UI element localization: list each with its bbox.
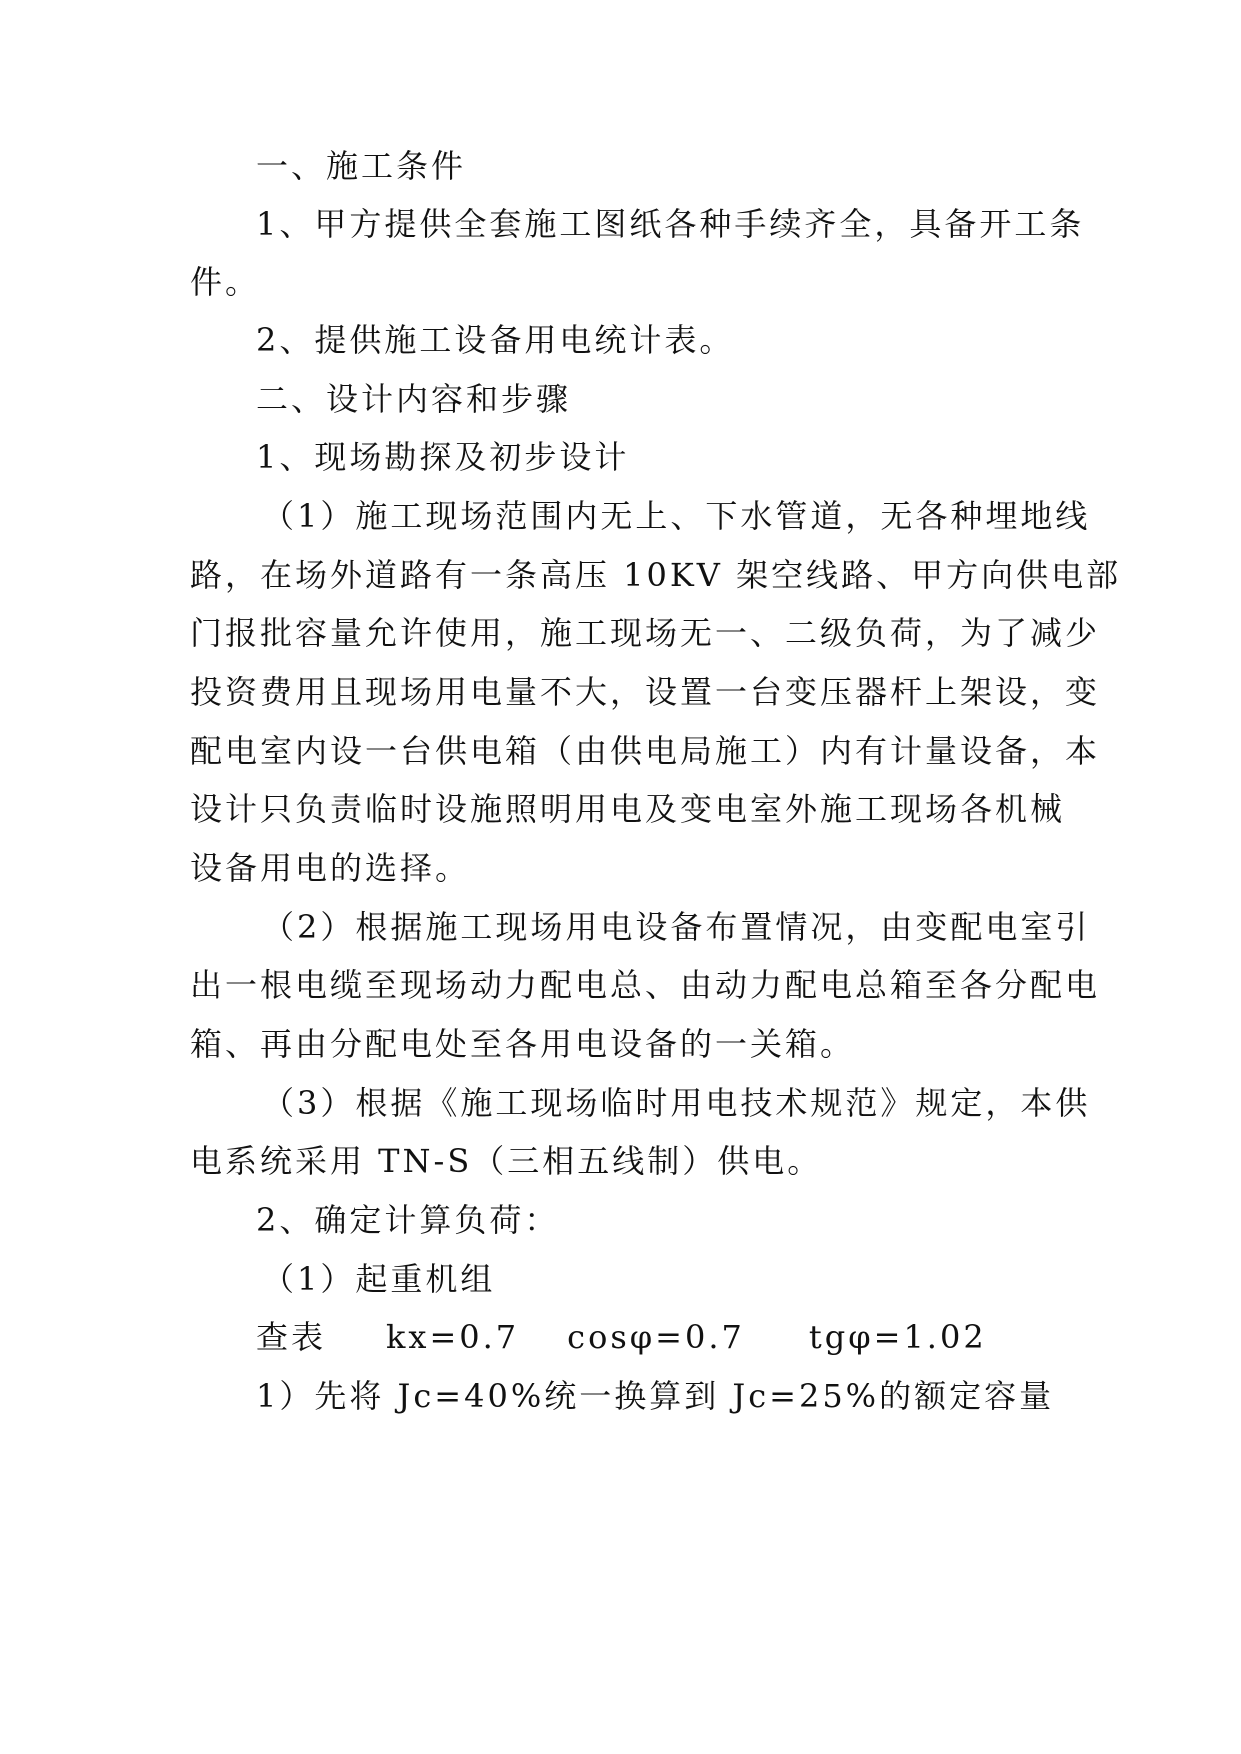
paragraph-line: 箱、再由分配电处至各用电设备的一关箱。 (190, 1025, 856, 1063)
paragraph-line: 配电室内设一台供电箱（由供电局施工）内有计量设备，本 (190, 732, 1101, 770)
paragraph-line: 设备用电的选择。 (190, 849, 471, 887)
subsection-heading: 1、现场勘探及初步设计 (256, 438, 630, 476)
lookup-label: 查表 (256, 1318, 327, 1356)
paragraph-line: （1）起重机组 (262, 1260, 496, 1298)
paragraph-line: 投资费用且现场用电量不大，设置一台变压器杆上架设，变 (190, 673, 1101, 711)
paragraph-line: 1、甲方提供全套施工图纸各种手续齐全，具备开工条 (256, 205, 1085, 243)
paragraph-line: （3）根据《施工现场临时用电技术规范》规定，本供 (262, 1084, 1091, 1122)
paragraph-line: 2、提供施工设备用电统计表。 (256, 321, 735, 359)
paragraph-line: （1）施工现场范围内无上、下水管道，无各种埋地线 (262, 497, 1091, 535)
subsection-heading: 2、确定计算负荷： (256, 1201, 560, 1239)
paragraph-line: 路，在场外道路有一条高压 10KV 架空线路、甲方向供电部 (190, 556, 1122, 594)
lookup-parameters-line (256, 1317, 987, 1357)
paragraph-line: 设计只负责临时设施照明用电及变电室外施工现场各机械 (190, 790, 1066, 828)
section-heading-construction-conditions: 一、施工条件 (256, 147, 467, 185)
kx-value: kx=0.7 (386, 1318, 520, 1356)
paragraph-line: （2）根据施工现场用电设备布置情况，由变配电室引 (262, 908, 1091, 946)
paragraph-line: 门报批容量允许使用，施工现场无一、二级负荷，为了减少 (190, 614, 1101, 652)
paragraph-line: 出一根电缆至现场动力配电总、由动力配电总箱至各分配电 (190, 966, 1101, 1004)
tg-phi-value: tgφ=1.02 (808, 1318, 987, 1356)
section-heading-design-content: 二、设计内容和步骤 (256, 380, 572, 418)
cos-phi-value: cosφ=0.7 (567, 1318, 745, 1356)
paragraph-line: 电系统采用 TN-S（三相五线制）供电。 (190, 1142, 823, 1180)
paragraph-line: 件。 (190, 263, 261, 301)
paragraph-line: 1）先将 Jc=40%统一换算到 Jc=25%的额定容量 (256, 1377, 1055, 1415)
